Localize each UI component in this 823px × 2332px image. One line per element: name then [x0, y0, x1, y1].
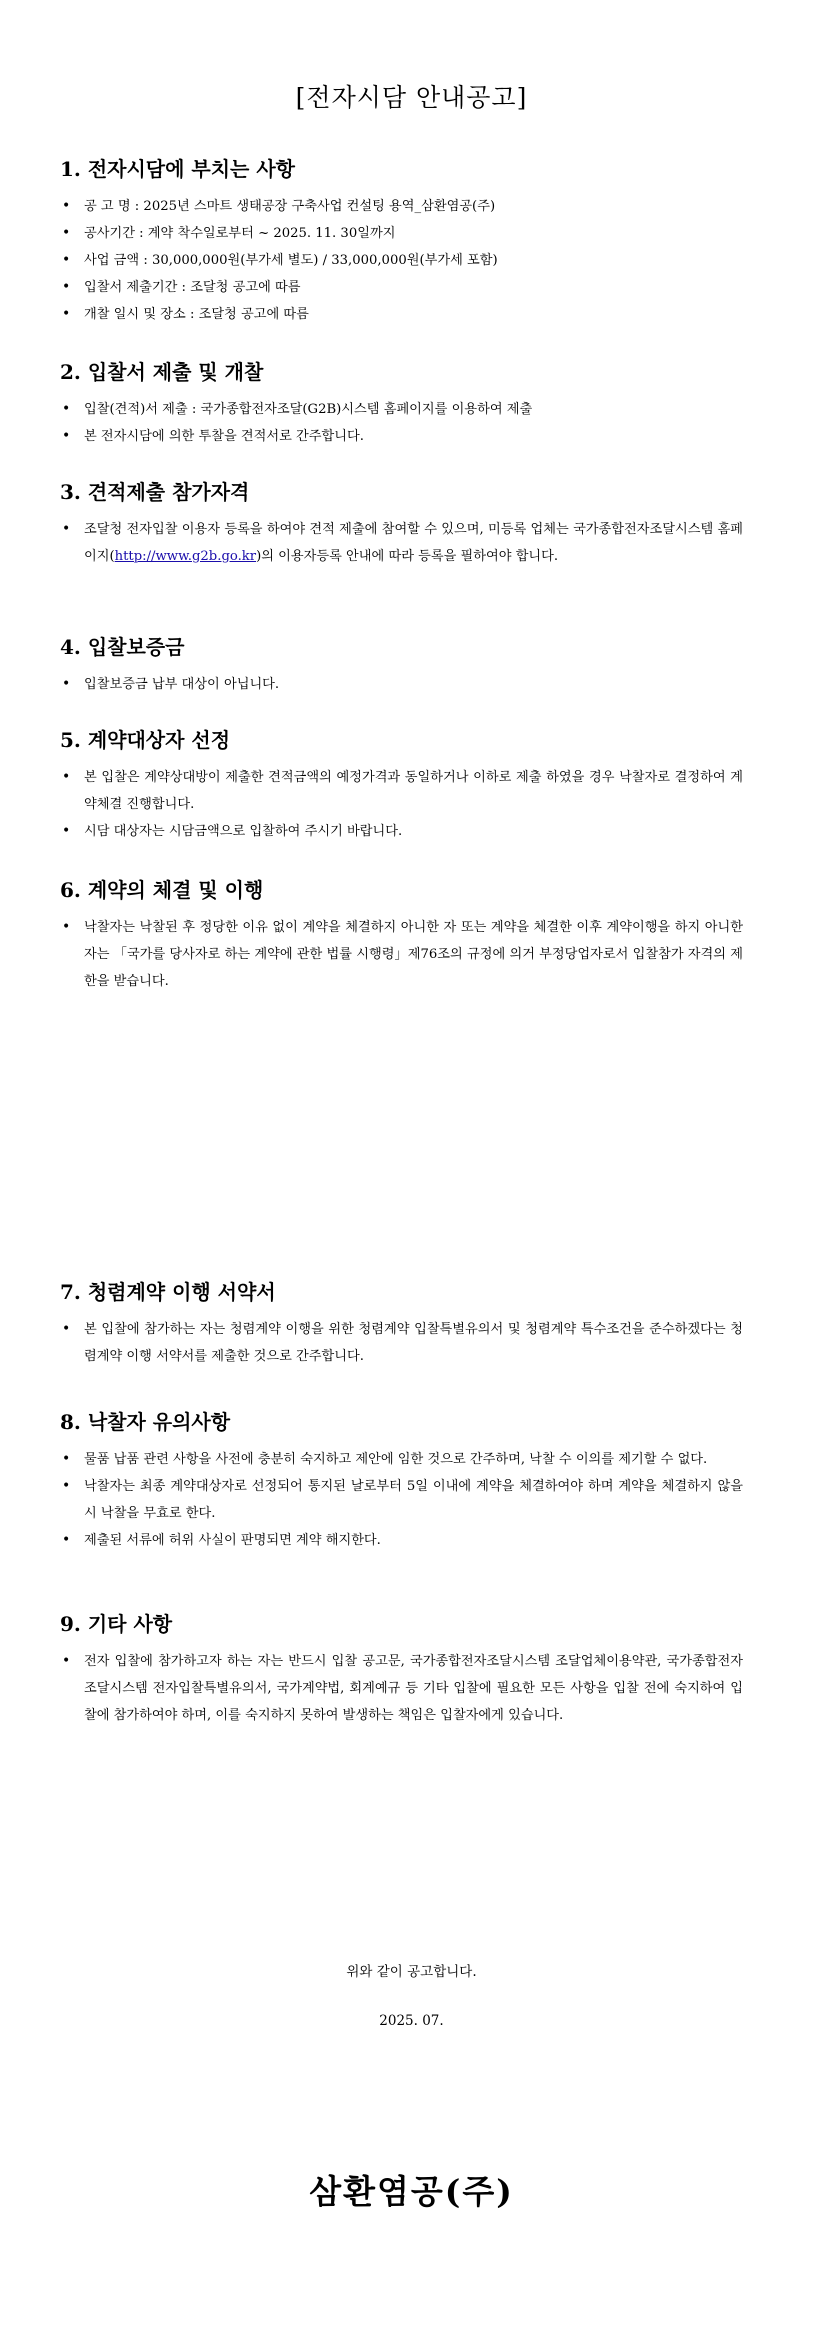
list-item: • 전자 입찰에 참가하고자 하는 자는 반드시 입찰 공고문, 국가종합전자조달시스템 조달업체이용약관, 국가종합전자조달시스템 전자입찰특별유의서, 국가계약법, 회계예규 등 기타 입찰에 필요한 모든 사항을 입찰 전에 숙지하여 입찰에 참가하여야 하며, 이를 숙지하지 못하여 발생하는 책임은 입찰자에게 있습니다. — [60, 1648, 743, 1729]
section-list — [60, 1446, 743, 1554]
section-list — [60, 396, 743, 450]
document-title: [전자시담 안내공고] — [295, 83, 528, 112]
company-name: 삼환염공(주) — [309, 2172, 514, 2211]
item-text: 조달청 전자입찰 이용자 등록을 하여야 견적 제출에 참여할 수 있으며, 미등록 업체는 국가종합전자조달시스템 홈페이지( — [84, 522, 743, 564]
section-8 — [60, 1408, 743, 1554]
list-item: • 시담 대상자는 시담금액으로 입찰하여 주시기 바랍니다. — [60, 818, 743, 845]
section-5 — [60, 726, 743, 845]
notice-date: 2025. 07. — [379, 2013, 444, 2029]
section-list — [60, 516, 743, 570]
list-item: • 사업 금액 : 30,000,000원(부가세 별도) / 33,000,000원(부가세 포함) — [60, 247, 743, 274]
section-list — [60, 671, 743, 698]
section-4 — [60, 633, 743, 698]
section-heading: 7. 청렴계약 이행 서약서 — [60, 1280, 276, 1304]
list-item: • 본 입찰은 계약상대방이 제출한 견적금액의 예정가격과 동일하거나 이하로 제출 하였을 경우 낙찰자로 결정하여 계약체결 진행합니다. — [60, 764, 743, 818]
section-heading: 8. 낙찰자 유의사항 — [60, 1410, 231, 1434]
item-text: )의 이용자등록 안내에 따라 등록을 필하여야 합니다. — [256, 549, 559, 564]
section-list — [60, 914, 743, 995]
section-2 — [60, 358, 743, 450]
list-item: • 입찰서 제출기간 : 조달청 공고에 따름 — [60, 274, 743, 301]
section-1 — [60, 155, 743, 328]
g2b-homepage-link[interactable]: http://www.g2b.go.kr — [114, 549, 257, 564]
section-6 — [60, 876, 743, 995]
section-heading: 6. 계약의 체결 및 이행 — [60, 878, 264, 902]
section-heading: 9. 기타 사항 — [60, 1612, 173, 1636]
list-item — [60, 516, 743, 570]
section-heading: 5. 계약대상자 선정 — [60, 728, 231, 752]
list-item: • 개찰 일시 및 장소 : 조달청 공고에 따름 — [60, 301, 743, 328]
list-item: • 입찰보증금 납부 대상이 아닙니다. — [60, 671, 743, 698]
section-3 — [60, 478, 743, 570]
closing-statement: 위와 같이 공고합니다. — [346, 1964, 477, 1980]
list-item: • 공사기간 : 계약 착수일로부터 ~ 2025. 11. 30일까지 — [60, 220, 743, 247]
section-list — [60, 193, 743, 328]
list-item: • 낙찰자는 최종 계약대상자로 선정되어 통지된 날로부터 5일 이내에 계약을 체결하여야 하며 계약을 체결하지 않을 시 낙찰을 무효로 한다. — [60, 1473, 743, 1527]
section-heading: 2. 입찰서 제출 및 개찰 — [60, 360, 264, 384]
section-7 — [60, 1278, 743, 1370]
section-list — [60, 1648, 743, 1729]
section-heading: 4. 입찰보증금 — [60, 635, 185, 659]
section-heading: 1. 전자시담에 부치는 사항 — [60, 157, 295, 181]
section-heading: 3. 견적제출 참가자격 — [60, 480, 250, 504]
list-item: • 본 전자시담에 의한 투찰을 견적서로 간주합니다. — [60, 423, 743, 450]
list-item: • 물품 납품 관련 사항을 사전에 충분히 숙지하고 제안에 임한 것으로 간주하며, 낙찰 수 이의를 제기할 수 없다. — [60, 1446, 743, 1473]
section-9 — [60, 1610, 743, 1729]
list-item: • 본 입찰에 참가하는 자는 청렴계약 이행을 위한 청렴계약 입찰특별유의서 및 청렴계약 특수조건을 준수하겠다는 청렴계약 이행 서약서를 제출한 것으로 간주합니다. — [60, 1316, 743, 1370]
section-list — [60, 1316, 743, 1370]
section-list — [60, 764, 743, 845]
list-item: • 입찰(견적)서 제출 : 국가종합전자조달(G2B)시스템 홈페이지를 이용하여 제출 — [60, 396, 743, 423]
list-item: • 공 고 명 : 2025년 스마트 생태공장 구축사업 컨설팅 용역_삼환염공(주) — [60, 193, 743, 220]
list-item: • 제출된 서류에 허위 사실이 판명되면 계약 해지한다. — [60, 1527, 743, 1554]
list-item: • 낙찰자는 낙찰된 후 정당한 이유 없이 계약을 체결하지 아니한 자 또는 계약을 체결한 이후 계약이행을 하지 아니한 자는 「국가를 당사자로 하는 계약에 관한 법률 시행령」제76조의 규정에 의거 부정당업자로서 입찰참가 자격의 제한을 받습니다. — [60, 914, 743, 995]
